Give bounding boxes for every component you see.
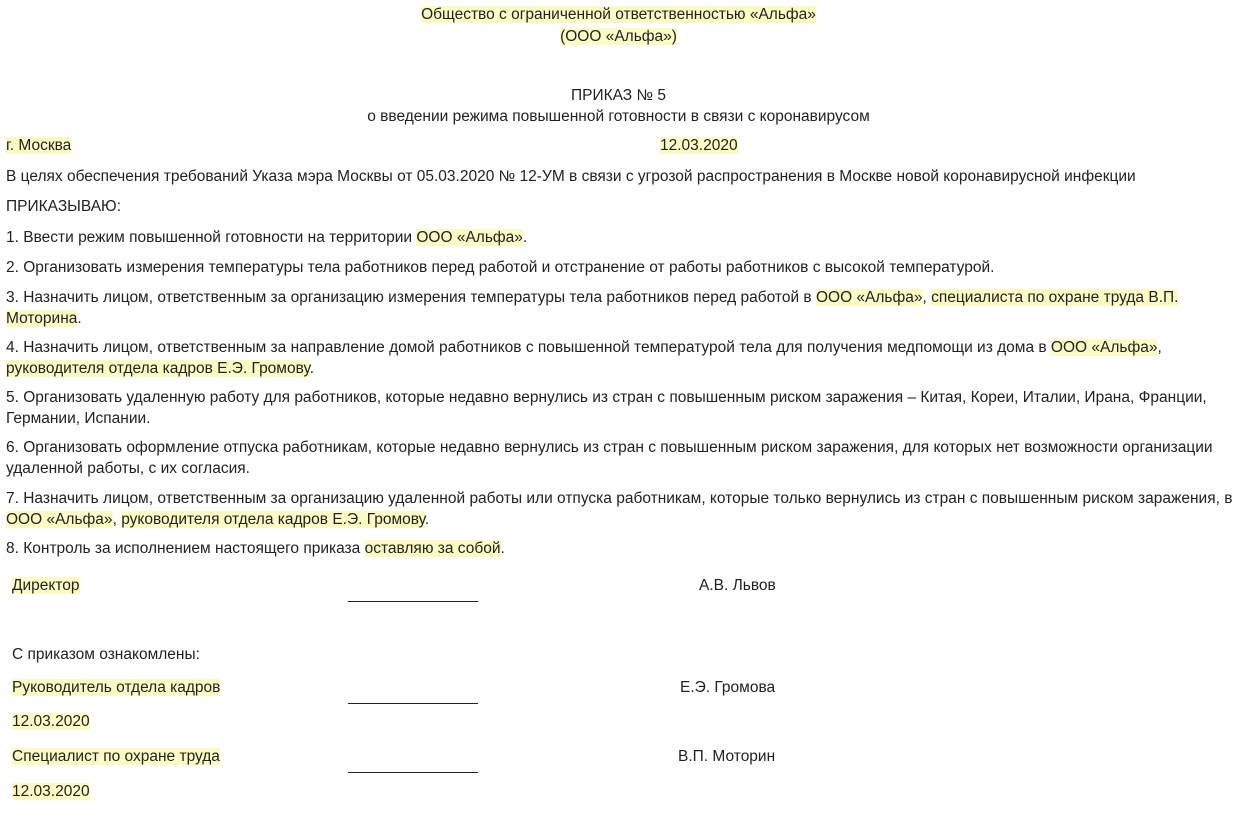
hr-title: Руководитель отдела кадров	[12, 679, 221, 696]
order-item-4: 4. Назначить лицом, ответственным за направление домой работников с повышенной температурой тела для получения медпомощи из дома в ООО «Альфа», руководителя отдела кадров Е.Э. Громову.	[6, 339, 1162, 377]
director-name: А.В. Львов	[699, 577, 776, 594]
order-title: ПРИКАЗ № 5	[570, 87, 667, 104]
order-item-1: 1. Ввести режим повышенной готовности на территории ООО «Альфа».	[6, 229, 528, 246]
org-full-name: Общество с ограниченной ответственностью «Альфа»	[421, 6, 816, 23]
hr-date: 12.03.2020	[12, 713, 90, 730]
org-short-name: (ООО «Альфа»)	[560, 28, 677, 45]
order-item-5: 5. Организовать удаленную работу для работников, которые недавно вернулись из стран с повышенным риском заражения – Китая, Кореи, Италии, Ирана, Франции, Германии, Испании.	[6, 389, 1207, 427]
safety-signature-line	[348, 772, 478, 773]
order-item-8: 8. Контроль за исполнением настоящего приказа оставляю за собой.	[6, 540, 505, 557]
order-item-7: 7. Назначить лицом, ответственным за организацию удаленной работы или отпуска работникам, которые только вернулись из стран с повышенным риском заражения, в ООО «Альфа», руководителя отдела кадров Е.Э. Громову.	[6, 490, 1233, 528]
order-date: 12.03.2020	[660, 137, 738, 154]
order-item-6: 6. Организовать оформление отпуска работникам, которые недавно вернулись из стран с повышенным риском заражения, для которых нет возможности организации удаленной работы, с их согласия.	[6, 439, 1213, 477]
safety-date: 12.03.2020	[12, 783, 90, 800]
safety-title: Специалист по охране труда	[12, 748, 220, 765]
order-item-3: 3. Назначить лицом, ответственным за организацию измерения температуры тела работников перед работой в ООО «Альфа», специалиста по охране труда В.П. Моторина.	[6, 289, 1179, 327]
preamble: В целях обеспечения требований Указа мэра Москвы от 05.03.2020 № 12-УМ в связи с угрозой распространения в Москве новой коронавирусной инфекции	[6, 168, 1136, 185]
director-title: Директор	[12, 577, 80, 594]
command: ПРИКАЗЫВАЮ:	[6, 198, 122, 215]
director-signature-line	[348, 601, 478, 602]
order-subject: о введении режима повышенной готовности в связи с коронавирусом	[367, 108, 870, 125]
acquainted-label: С приказом ознакомлены:	[12, 646, 200, 663]
safety-name: В.П. Моторин	[678, 748, 776, 765]
order-city: г. Москва	[6, 137, 72, 154]
hr-signature-line	[348, 703, 478, 704]
hr-name: Е.Э. Громова	[680, 679, 776, 696]
order-item-2: 2. Организовать измерения температуры тела работников перед работой и отстранение от работы работников с высокой температурой.	[6, 259, 995, 276]
